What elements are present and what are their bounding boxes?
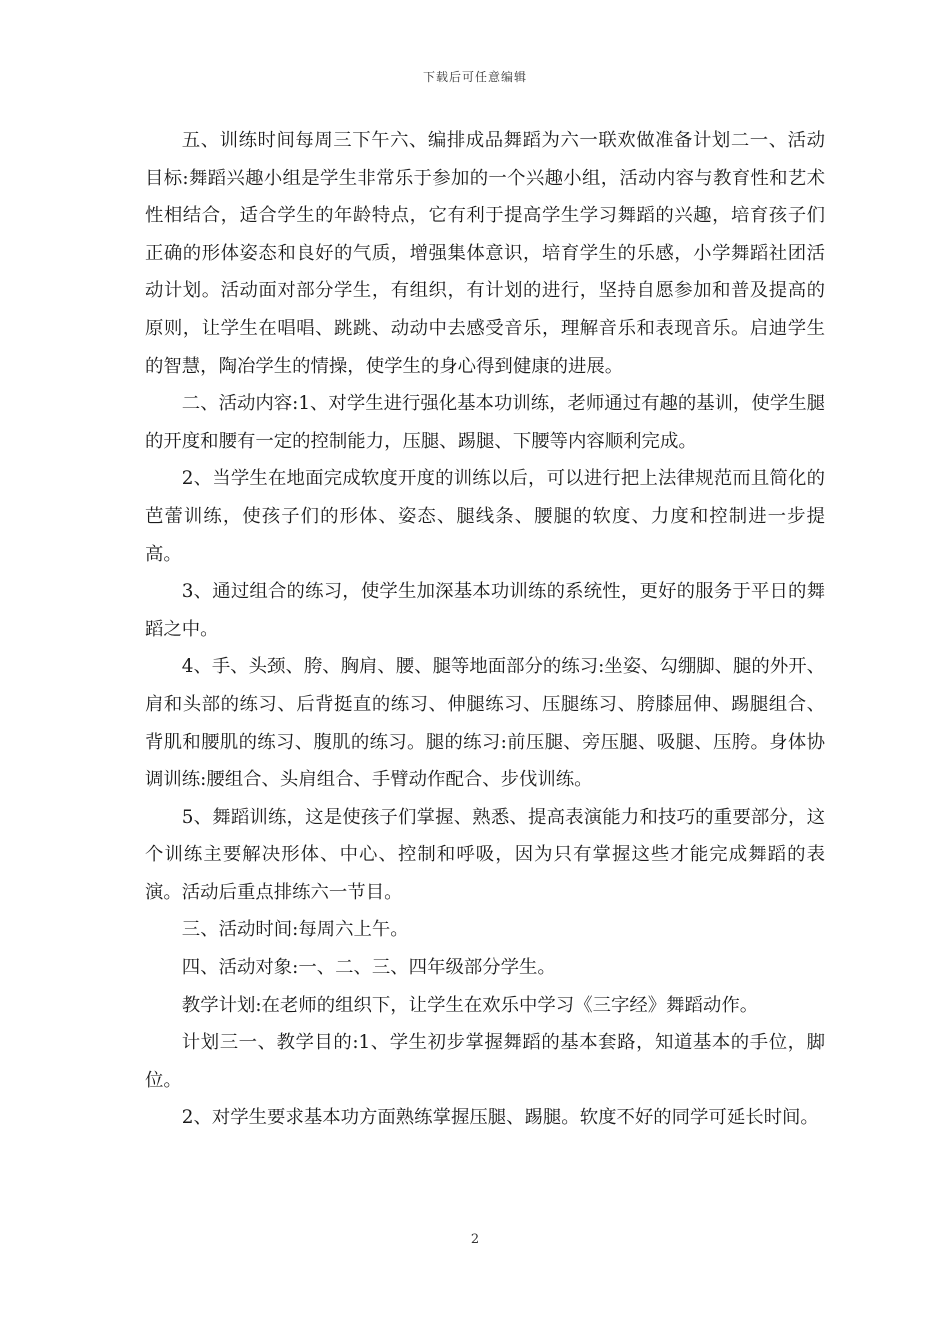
paragraph: 二、活动内容:1、对学生进行强化基本功训练，老师通过有趣的基训，使学生腿的开度和腰有一定的控制能力，压腿、踢腿、下腰等内容顺利完成。 bbox=[145, 393, 825, 452]
document-body bbox=[145, 122, 825, 1137]
paragraph: 三、活动时间:每周六上午。 bbox=[181, 919, 409, 941]
paragraph: 计划三一、教学目的:1、学生初步掌握舞蹈的基本套路，知道基本的手位，脚位。 bbox=[145, 1032, 825, 1091]
paragraph: 5、舞蹈训练，这是使孩子们掌握、熟悉、提高表演能力和技巧的重要部分，这个训练主要解决形体、中心、控制和呼吸，因为只有掌握这些才能完成舞蹈的表演。活动后重点排练六一节目。 bbox=[145, 806, 825, 903]
paragraph: 五、训练时间每周三下午六、编排成品舞蹈为六一联欢做准备计划二一、活动目标:舞蹈兴趣小组是学生非常乐于参加的一个兴趣小组，活动内容与教育性和艺术性相结合，适合学生的年龄特点，它有利于提高学生学习舞蹈的兴趣，培育孩子们正确的形体姿态和良好的气质，增强集体意识，培育学生的乐感，小学舞蹈社团活动计划。活动面对部分学生，有组织，有计划的进行，坚持自愿参加和普及提高的原则，让学生在唱唱、跳跳、动动中去感受音乐，理解音乐和表现音乐。启迪学生的智慧，陶冶学生的情操，使学生的身心得到健康的进展。 bbox=[145, 130, 825, 377]
paragraph: 教学计划:在老师的组织下，让学生在欢乐中学习《三字经》舞蹈动作。 bbox=[181, 994, 759, 1016]
paragraph: 四、活动对象:一、二、三、四年级部分学生。 bbox=[181, 957, 556, 979]
paragraph: 2、对学生要求基本功方面熟练掌握压腿、踢腿。软度不好的同学可延长时间。 bbox=[181, 1107, 819, 1129]
page-number: 2 bbox=[470, 1232, 480, 1247]
paragraph: 4、手、头颈、胯、胸肩、腰、腿等地面部分的练习:坐姿、勾绷脚、腿的外开、肩和头部的练习、后背挺直的练习、伸腿练习、压腿练习、胯膝屈伸、踢腿组合、背肌和腰肌的练习、腹肌的练习。腿的练习:前压腿、旁压腿、吸腿、压胯。身体协调训练:腰组合、头肩组合、手臂动作配合、步伐训练。 bbox=[145, 656, 825, 791]
paragraph: 2、当学生在地面完成软度开度的训练以后，可以进行把上法律规范而且简化的芭蕾训练，使孩子们的形体、姿态、腿线条、腰腿的软度、力度和控制进一步提高。 bbox=[145, 468, 825, 565]
page-header: 下载后可任意编辑 bbox=[422, 70, 527, 84]
paragraph: 3、通过组合的练习，使学生加深基本功训练的系统性，更好的服务于平日的舞蹈之中。 bbox=[145, 581, 825, 640]
